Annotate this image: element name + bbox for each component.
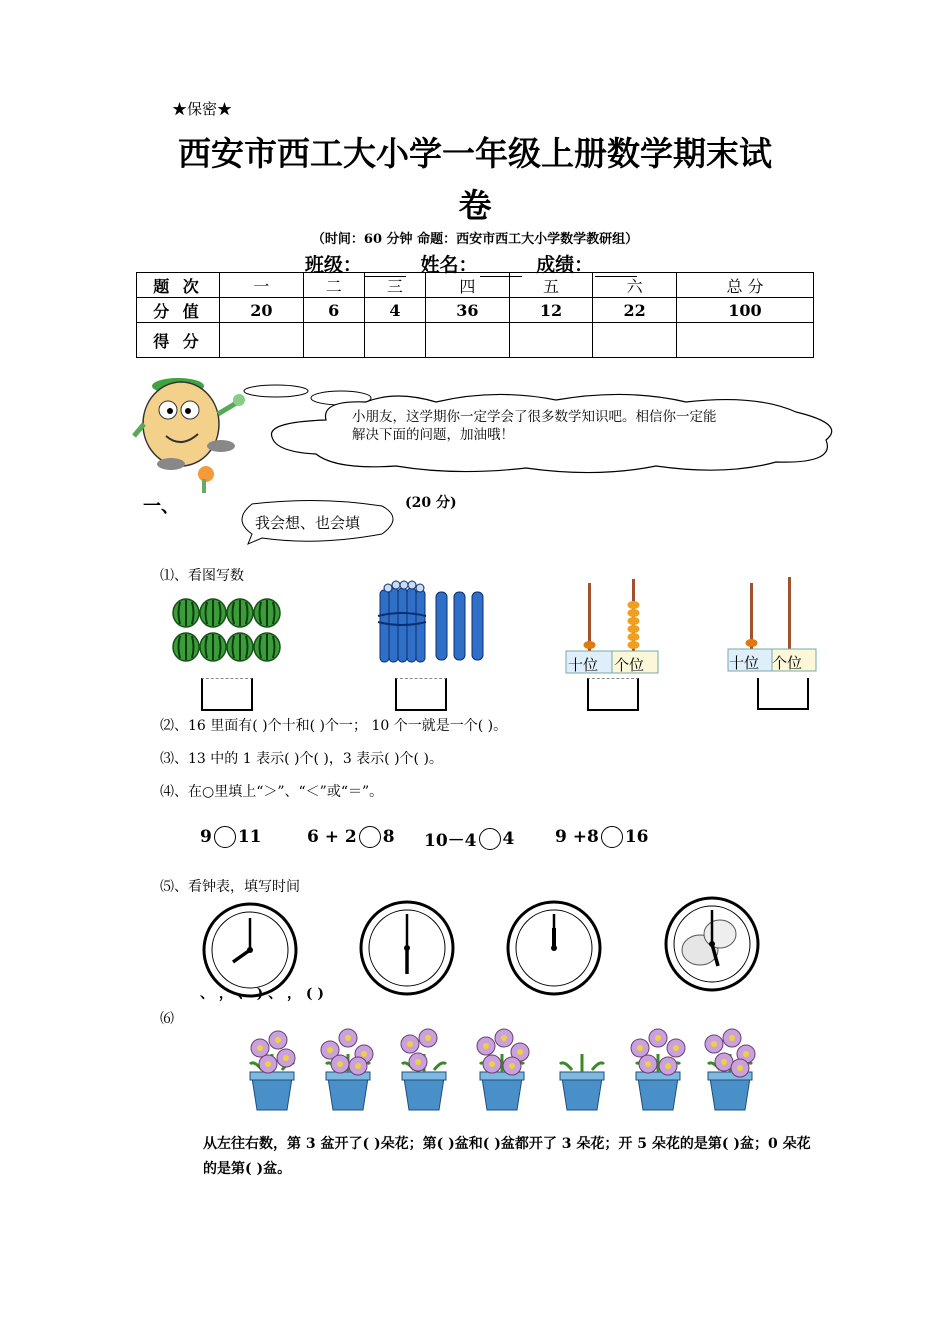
compare-circle[interactable] bbox=[601, 826, 623, 848]
table-row-earned: 得 分 bbox=[137, 323, 814, 358]
question-3: ⑶、13 中的 1 表示( )个( )，3 表示( )个( )。 bbox=[160, 751, 443, 767]
question-4: ⑷、在○里填上“＞”、“＜”或“＝”。 bbox=[160, 784, 384, 800]
question-5: ⑸、看钟表，填写时间 bbox=[160, 879, 300, 895]
speech-bubble-text: 我会想、也会填 bbox=[255, 514, 361, 532]
question-6-text: 从左往右数，第 3 盆开了( )朵花；第( )盆和( )盆都开了 3 朵花；开 5 朵花的是第( )盆；0 朵花的是第( )盆。 bbox=[203, 1136, 811, 1177]
score-cell[interactable] bbox=[303, 323, 364, 358]
flower-pots-image bbox=[244, 1024, 774, 1116]
score-cell[interactable] bbox=[426, 323, 510, 358]
question-2: ⑵、16 里面有( )个十和( )个一； 10 个一就是一个( )。 bbox=[160, 718, 508, 734]
name-label: 姓名： bbox=[420, 254, 478, 276]
exam-title: 西安市西工大小学一年级上册数学期末试 卷 bbox=[178, 134, 772, 225]
answer-box-1[interactable] bbox=[201, 678, 253, 711]
sticks-bundle-image bbox=[376, 580, 496, 666]
comparison-1: 9 11 bbox=[200, 827, 262, 847]
score-cell[interactable] bbox=[220, 323, 304, 358]
answer-box-3[interactable] bbox=[587, 678, 639, 711]
watermelons-image bbox=[172, 596, 284, 666]
comparison-3: 10－4 4 bbox=[424, 828, 515, 851]
score-cell[interactable] bbox=[676, 323, 813, 358]
clock-3-image bbox=[504, 900, 604, 996]
abacus-1-ones-label: 个位 bbox=[614, 656, 645, 674]
question-6: ⑹ bbox=[160, 1011, 174, 1027]
clock-2-image bbox=[357, 900, 457, 996]
score-table bbox=[136, 272, 814, 358]
class-label: 班级： bbox=[304, 254, 362, 276]
score-label: 成绩： bbox=[536, 254, 594, 276]
clock-answer-blanks[interactable]: 、 ， 、 ) 、 ， ( ) bbox=[200, 986, 324, 1002]
answer-box-4[interactable] bbox=[757, 678, 809, 710]
exam-subtitle: （时间：60 分钟 命题：西安市西工大小学数学教研组） bbox=[311, 232, 639, 247]
question-1: ⑴、看图写数 bbox=[160, 568, 244, 584]
score-cell[interactable] bbox=[364, 323, 425, 358]
compare-circle[interactable] bbox=[479, 828, 501, 850]
compare-circle[interactable] bbox=[359, 826, 381, 848]
clock-4-image bbox=[662, 896, 762, 992]
answer-box-2[interactable] bbox=[395, 678, 447, 711]
table-row-points: 分 值 20 6 4 36 12 22 100 bbox=[137, 298, 814, 323]
abacus-2-ones-label: 个位 bbox=[772, 654, 803, 672]
score-cell[interactable] bbox=[509, 323, 593, 358]
intro-text: 小朋友，这学期你一定学会了很多数学知识吧。相信你一定能解决下面的问题，加油哦！ bbox=[352, 409, 717, 443]
confidential-mark: ★保密★ bbox=[172, 100, 233, 118]
score-cell[interactable] bbox=[593, 323, 677, 358]
abacus-1-tens-label: 十位 bbox=[568, 656, 599, 674]
table-row-sections: 题 次 一 二 三 四 五 六 总 分 bbox=[137, 273, 814, 298]
comparison-4: 9 +8 16 bbox=[555, 827, 649, 847]
abacus-2-tens-label: 十位 bbox=[729, 654, 760, 672]
section-1-label: 一、 bbox=[143, 496, 179, 517]
compare-circle[interactable] bbox=[214, 826, 236, 848]
comparison-2: 6 + 2 8 bbox=[307, 827, 395, 847]
section-1-points: (20 分) bbox=[405, 495, 457, 511]
